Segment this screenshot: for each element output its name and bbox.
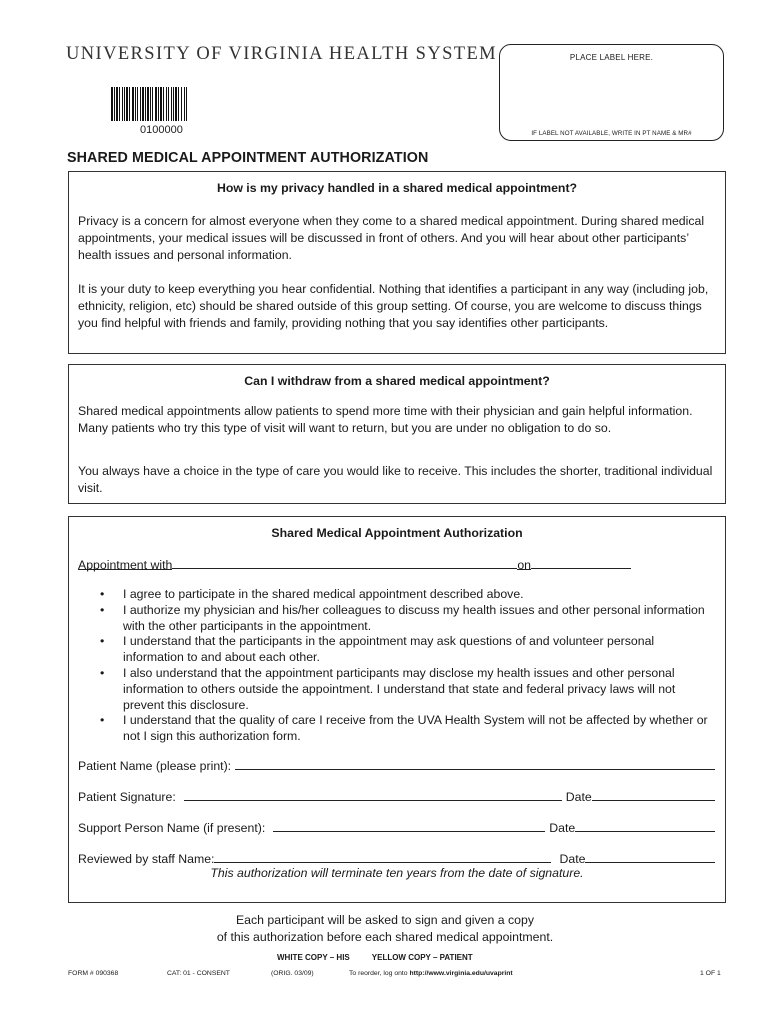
barcode-bar [181, 87, 182, 121]
patient-signature-label: Patient Signature: [78, 790, 176, 804]
patient-name-label: Patient Name (please print): [78, 759, 232, 773]
barcode-bar [186, 87, 187, 121]
barcode-bar [126, 87, 128, 121]
patient-signature-field[interactable] [184, 789, 562, 801]
withdraw-heading: Can I withdraw from a shared medical appointment? [244, 374, 550, 388]
list-item: • I understand that the quality of care I receive from the UVA Health System will not be affected by whether or not I sign this authorization form. [93, 713, 713, 745]
support-person-field[interactable] [273, 820, 545, 832]
appointment-with-field[interactable] [172, 557, 517, 569]
patient-label-box[interactable] [499, 44, 724, 141]
barcode-bar [158, 87, 159, 121]
withdraw-paragraph-2: You always have a choice in the type of care you would like to receive. This includes the shorter, traditional individual visit. [78, 464, 713, 495]
barcode-bar [142, 87, 144, 121]
barcode-bar [168, 87, 169, 121]
patient-name-field[interactable] [235, 758, 715, 770]
withdraw-paragraph-1: Shared medical appointments allow patients to spend more time with their physician and gain helpful information. Many patients who try this type of visit will want to return, but you are under no obligation to do so. [78, 404, 693, 435]
barcode-bar [137, 87, 138, 121]
barcode-bar [175, 87, 177, 121]
on-label: on [517, 558, 532, 572]
privacy-heading: How is my privacy handled in a shared medical appointment? [216, 181, 578, 195]
form-category: CAT: 01 - CONSENT [167, 970, 230, 977]
list-item: • I authorize my physician and his/her colleagues to discuss my health issues and other personal information with the other participants in the appointment. [93, 603, 713, 635]
barcode-bar [116, 87, 118, 121]
support-person-row [78, 820, 715, 835]
reviewed-by-label: Reviewed by staff Name: [78, 852, 215, 866]
barcode-bar [135, 87, 136, 121]
barcode-bar [111, 87, 113, 121]
date-label: Date [565, 790, 592, 804]
barcode-bar [184, 87, 185, 121]
barcode-bar [166, 87, 167, 121]
barcode-bar [114, 87, 115, 121]
form-number: FORM # 090368 [68, 970, 119, 977]
barcode-bar [152, 87, 153, 121]
white-copy-label: WHITE COPY – HIS [277, 953, 350, 962]
barcode-bar [171, 87, 172, 121]
barcode-bar [155, 87, 157, 121]
barcode-bar [140, 87, 141, 121]
institution-title: UNIVERSITY OF VIRGINIA HEALTH SYSTEM [66, 44, 498, 64]
support-person-date-field[interactable] [575, 820, 715, 832]
reviewed-by-date-field[interactable] [585, 851, 715, 863]
barcode-bar [119, 87, 120, 121]
form-orig-date: (ORIG. 03/09) [271, 970, 314, 977]
termination-note: This authorization will terminate ten years from the date of signature. [210, 866, 584, 880]
appointment-date-field[interactable] [531, 557, 631, 569]
reorder-prefix: To reorder, log onto [349, 970, 410, 977]
reorder-note [349, 970, 513, 977]
privacy-paragraph-2: It is your duty to keep everything you hear confidential. Nothing that identifies a participant in any way (including job, ethnicity, religion, etc) should be shared outside of this group setting. Of course, you are welcome to discuss things you find helpful with friends and family, providing nothing that you say identifies other participants. [78, 282, 709, 330]
reviewed-by-field[interactable] [214, 851, 551, 863]
barcode-bar [160, 87, 162, 121]
barcode-number: 0100000 [140, 124, 183, 136]
reviewed-by-row [78, 851, 715, 866]
label-box-instruction: PLACE LABEL HERE. [569, 53, 654, 62]
label-box-fallback-note: IF LABEL NOT AVAILABLE, WRITE IN PT NAME & MR# [531, 130, 692, 137]
privacy-section [68, 171, 726, 354]
reorder-link[interactable]: http://www.virginia.edu/uvaprint [409, 970, 513, 977]
authorization-section [68, 516, 726, 903]
support-person-label: Support Person Name (if present): [78, 821, 266, 835]
patient-signature-row [78, 789, 715, 804]
list-item: • I understand that the participants in the appointment may ask questions of and volunteer personal information to and about each other. [93, 634, 713, 666]
patient-signature-date-field[interactable] [592, 789, 715, 801]
barcode-bar [124, 87, 125, 121]
barcode-bar [163, 87, 164, 121]
participant-note-line-1: Each participant will be asked to sign and given a copy [235, 913, 535, 927]
appointment-with-label: Appointment with [78, 558, 173, 572]
withdraw-section [68, 364, 726, 504]
page-number: 1 OF 1 [700, 970, 721, 977]
participant-note-line-2: of this authorization before each shared medical appointment. [216, 930, 554, 944]
barcode-bar [129, 87, 130, 121]
yellow-copy-label: YELLOW COPY – PATIENT [371, 953, 473, 962]
appointment-row [78, 557, 715, 570]
patient-name-row [78, 758, 715, 773]
barcode [111, 87, 227, 121]
barcode-bar [132, 87, 134, 121]
barcode-bar [173, 87, 174, 121]
authorization-heading: Shared Medical Appointment Authorization [271, 526, 523, 540]
copy-distribution [277, 953, 495, 962]
date-label: Date [549, 821, 576, 835]
barcode-bar [145, 87, 146, 121]
list-item: • I also understand that the appointment participants may disclose my health issues and other personal information to others outside the appointment. I understand that state and federal privacy laws will not prevent this disclosure. [93, 666, 713, 713]
form-title: SHARED MEDICAL APPOINTMENT AUTHORIZATION [67, 150, 429, 166]
barcode-bar [150, 87, 151, 121]
list-item: • I agree to participate in the shared medical appointment described above. [93, 587, 713, 603]
barcode-bar [178, 87, 179, 121]
consent-bullet-list [93, 587, 713, 745]
barcode-bar [122, 87, 123, 121]
privacy-paragraph-1: Privacy is a concern for almost everyone when they come to a shared medical appointment. During shared medical appointments, your medical issues will be discussed in front of others. And you will hear about other participants’ health issues and personal information. [78, 214, 705, 262]
barcode-bar [147, 87, 149, 121]
date-label: Date [559, 852, 586, 866]
